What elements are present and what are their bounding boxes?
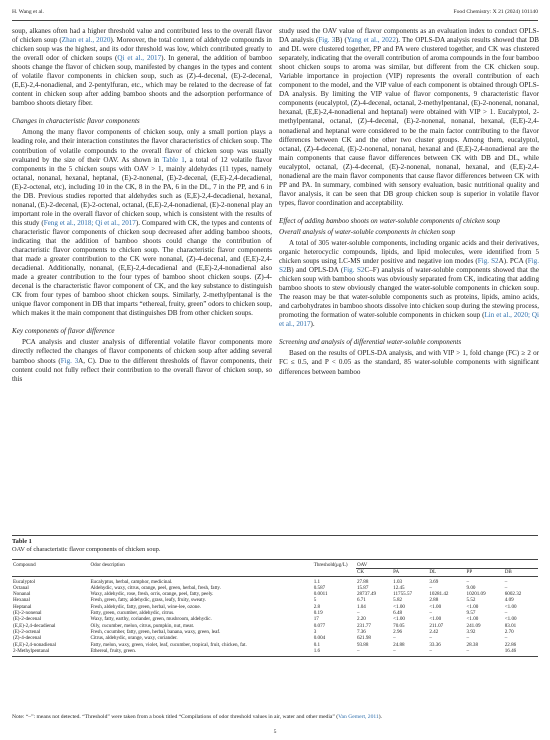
cell-oav-dl: 211.07 [429, 622, 444, 629]
table-row [12, 648, 538, 657]
cell-oav-db: – [504, 584, 508, 591]
table-caption [12, 538, 160, 554]
cell-oav-ck: 28737.49 [356, 591, 377, 598]
section-heading-water-soluble-effect: Effect of adding bamboo shoots on water-soluble components of chicken soup [279, 216, 500, 225]
left-paragraph-2 [12, 128, 272, 318]
cell-odor: Waxy, fatty, earthy, coriander, green, mushroom, aldehydic. [90, 616, 212, 623]
cell-oav-pp: 28.38 [466, 641, 479, 648]
cell-oav-db: – [504, 610, 508, 617]
right-column [279, 27, 539, 377]
citation-link[interactable]: Fig. S2 [343, 266, 365, 275]
citation-link[interactable]: Zhan et al., 2020 [61, 36, 111, 45]
cell-odor: Waxy, aldehydic, rose, fresh, orris, orange, peel, fatty, peely. [90, 591, 214, 598]
cell-oav-dl: 2.88 [429, 597, 439, 604]
paragraph-text: PCA analysis and cluster analysis of differential volatile flavor components more directly reflected the changes of flavor components of chicken soup after adding several bamboo shoots ( [12, 338, 272, 365]
cell-oav-db: 6002.32 [504, 591, 522, 598]
left-paragraph-1 [12, 27, 272, 108]
cell-oav-pp: – [466, 647, 470, 654]
citation-link[interactable]: Yang et al., 2022 [346, 36, 396, 45]
cell-oav-ck: 27.88 [356, 578, 369, 585]
cell-oav-pp: <1.00 [466, 603, 479, 610]
cell-odor: Ethereal, fruity, green. [90, 647, 137, 654]
paragraph-text: soup, alkanes often had a higher threshold value and contributed less to the overall flavor of chicken soup ( [12, 27, 272, 45]
running-header-authors: H. Wang et al. [12, 9, 44, 15]
cell-oav-db: – [504, 578, 508, 585]
cell-oav-ck: – [356, 647, 360, 654]
cell-oav-dl: <1.00 [429, 603, 442, 610]
cell-compound: (E)-2-nonenal [13, 610, 42, 617]
cell-oav-pp: 10201.09 [466, 591, 486, 598]
table-note-end: ). [378, 714, 383, 720]
col-header-threshold: Threshold(μg/L) [313, 560, 356, 577]
paragraph-text: ). In general, the addition of bamboo shoots change the flavor of chicken soup, manifested by changes in the types and content of volatile flavor components in chicken soup, such as (Z)-4-decenal, (E)-2-decenal, (E,E)-2,4-nonadienal, and 2-pentylfuran, etc., which may be related to the decrease of fat content in chicken soup after adding bamboo shoots and the adsorption performance of bamboo shoots dietary fiber. [12, 54, 273, 108]
citation-link[interactable]: Fig. 3 [318, 36, 336, 45]
cell-threshold: 0.19 [313, 610, 323, 617]
paragraph-text: Among the many flavor components of chicken soup, only a small portion plays a leading role, and their interaction constitutes the flavor characteristics of chicken soup. The contribution of volatile compounds to the overall flavor of chicken soup was usually evaluated by the size of their OAV. As shown in [12, 128, 272, 164]
cell-oav-dl: 2.42 [429, 628, 439, 635]
cell-odor: Citrus, aldehydic, orange, waxy, coriander. [90, 635, 178, 642]
running-header-journal: Food Chemistry: X 21 (2024) 101140 [453, 9, 538, 15]
cell-oav-pa: – [393, 635, 396, 642]
paragraph-text: A total of 305 water-soluble components, including organic acids and their derivatives, organic heterocyclic compounds, lipids, and lipid molecules, were identified from 5 chicken soups using LC-MS under positive and negative ion modes ( [279, 238, 539, 266]
cell-oav-pp: <1.00 [466, 616, 479, 623]
page-number: 5 [273, 729, 277, 735]
table-note-text: Note: “–”: means not detected. “Threshold” were taken from a book titled “Compilations of odor threshold values in air, water and other media” ( [12, 714, 339, 720]
citation-link[interactable]: Lin et al., 2020; Qi et al., 2017 [279, 311, 539, 329]
header-rule [12, 20, 538, 21]
paragraph-text: B) and OPLS-DA ( [286, 266, 344, 275]
cell-oav-pp: 9.00 [466, 584, 476, 591]
col-header-pa: PA [392, 569, 428, 576]
paragraph-text: , a total of 12 volatile flavor components in the 5 chicken soups with OAV > 1, mainly aldehydes (11 types, namely octanal, nonanal, hexanal, heptanal, (E)-2-nonenal, (E)-2-decenal, (E,E)-2,4-decadienal, (E)-2-octenal, etc), including 10 in the CK, 8 in the PA, 6 in the DL, 7 in the PP, and 6 in the DB. Previous studies reported that aldehydes such as (E,E)-2,4-decadienal, hexanal, nonanal, (E)-2-decenal, (E)-2-octenal, octanal, (E,E)-2,4-nonadienal, (E)-2-nonenal play an important role in the overall flavor of chicken soup, which is consistent with the results of this study ( [12, 155, 273, 227]
cell-odor: Oily, cucumber, melon, citrus, pumpkin, nut, meat. [90, 622, 195, 629]
cell-oav-ck: 621.98 [356, 635, 371, 642]
cell-oav-db: 22.86 [504, 641, 517, 648]
cell-compound: Hexanal [13, 597, 30, 604]
cell-compound: Nonanal [13, 591, 31, 598]
cell-oav-db: <1.00 [504, 603, 517, 610]
citation-link[interactable]: Fig. S2 [279, 257, 539, 275]
left-paragraph-3 [12, 338, 272, 383]
cell-compound: (E,E)-2,4-nonadienal [13, 641, 56, 648]
cell-compound: 2-Methylpentanal [13, 647, 50, 654]
cell-oav-dl: <1.00 [429, 616, 442, 623]
cell-compound: (E)-2-octenal [13, 628, 41, 635]
col-header-ck: CK [356, 569, 392, 576]
col-header-odor: Odor description [89, 560, 312, 577]
cell-oav-ck: 231.77 [356, 622, 371, 629]
cell-oav-db: – [504, 635, 508, 642]
cell-oav-ck: 1.04 [356, 603, 366, 610]
cell-oav-pa: 11755.57 [393, 591, 413, 598]
cell-oav-pp: 9.57 [466, 610, 476, 617]
cell-threshold: 1.1 [313, 578, 321, 585]
section-heading-characteristic-flavor: Changes in characteristic flavor components [12, 117, 140, 126]
citation-link[interactable]: Table 1 [162, 155, 185, 164]
paragraph-text: Based on the results of OPLS-DA analysis, and with VIP > 1, fold change (FC) ≥ 2 or FC ≤ 0.5, and P < 0.05 as the standard, 85 water-soluble components with significant differences between bamboo [279, 349, 539, 376]
paragraph-text: ). The OPLS-DA analysis results showed that DB and DL were clustered together, PP and PA were clustered together, and CK was clustered separately, indicating that the overall contribution of aroma compounds in the four bamboo shoot chicken soups to aroma was similar, but different from the CK chicken soup. Variable importance in projection (VIP) represents the overall contribution of each component to the model, and the VIP value of each component is obtained through OPLS-DA analysis. By limiting the VIP value of flavor components, 9 characteristic flavor components (eucalyptol, (Z)-4-decenal, octanal, 2-methylpentanal, (E)-2-nonenal, nonanal, hexanal, (E,E)-2,4-nonadienal and heptanal) were obtained with VIP > 1. Eucalyptol, 2-methylpentanal, octanal, (Z)-4-decenal, (E)-2-nonenal, nonanal, hexanal, (E,E)-2,4-nonadienal and heptanal were considered to be the main factor contributing to the flavor differences between CK and the other two cluster groups. Among them, eucalyptol, octanal, (Z)-4-decenal, (E)-2-nonenal, nonanal, hexanal and (E,E)-2,4-nonadienal are the main components that cause flavor differences between CK with DB and DL, while eucalyptol, octanal, (Z)-4-decenal, (E)-2-nonenal, nonanal, hexanal, and (E,E)-2,4-nonadienal are the main flavor components that cause flavor differences between CK with PP and PA. In summary, combined with sensory evaluation, basic nutritional quality and flavor analysis, it can be seen that DB group chicken soup is superior in volatile flavor types, flavor coordination and acceptability. [279, 36, 539, 207]
cell-oav-pp: – [466, 635, 470, 642]
cell-oav-pp: 3.92 [466, 628, 476, 635]
right-paragraph-1 [279, 27, 539, 208]
cell-oav-dl: – [429, 647, 432, 654]
cell-threshold: 2.8 [313, 603, 321, 610]
cell-oav-pa: <1.00 [393, 603, 405, 610]
table-note-reference-link[interactable]: Van Gemert, 2011 [338, 714, 379, 720]
cell-oav-db: <1.00 [504, 616, 517, 623]
table-body [12, 576, 538, 657]
section-heading-screening: Screening and analysis of differential water-soluble components [279, 338, 462, 347]
cell-oav-pp: – [466, 578, 470, 585]
table-top-rule [12, 535, 538, 536]
section-heading-key-components: Key components of flavor difference [12, 327, 115, 336]
cell-odor: Fatty, melon, waxy, green, violet, leaf, cucumber, tropical, fruit, chicken, fat. [90, 641, 247, 648]
cell-threshold: 0.077 [313, 622, 326, 629]
cell-oav-pa: – [393, 647, 396, 654]
cell-threshold: 1.6 [313, 647, 321, 654]
cell-oav-pa: 70.05 [393, 622, 405, 629]
cell-oav-db: 83.01 [504, 622, 517, 629]
paragraph-text: A). PCA ( [498, 257, 528, 266]
col-header-db: DB [504, 569, 538, 576]
col-header-oav: OAV [356, 560, 538, 569]
cell-oav-dl: – [429, 635, 432, 642]
paragraph-text: ). Moreover, the total content of aldehyde compounds in chicken soup was the highest, and its odor threshold was low, which contributed greatly to the overall odor of chicken soups ( [12, 36, 272, 63]
paragraph-text: study used the OAV value of flavor components as an evaluation index to conduct OPLS-DA analysis ( [279, 27, 539, 45]
cell-oav-dl: – [429, 584, 432, 591]
cell-threshold: 0.004 [313, 635, 326, 642]
cell-compound: (Z)-4-decenal [13, 635, 41, 642]
cell-odor: Fresh, aldehydic, fatty, green, herbal, wine-lee, ozone. [90, 603, 201, 610]
cell-oav-dl: 3.69 [429, 578, 439, 585]
cell-oav-pa: 2.96 [393, 628, 403, 635]
cell-oav-ck: 15.87 [356, 584, 369, 591]
right-paragraph-3 [279, 349, 539, 376]
table-row [12, 576, 538, 585]
left-column [12, 27, 272, 384]
cell-oav-pa: 5.82 [393, 597, 403, 604]
cell-odor: Fatty, green, cucumber, aldehydic, citrus. [90, 610, 175, 617]
cell-threshold: 0.1 [313, 641, 321, 648]
cell-oav-pa: 24.88 [393, 641, 405, 648]
cell-threshold: 0.0011 [313, 591, 328, 598]
cell-oav-ck: – [356, 610, 360, 617]
oav-table [12, 559, 538, 657]
cell-oav-pa: 1.03 [393, 578, 403, 585]
col-header-dl: DL [428, 569, 465, 576]
cell-oav-dl: 33.36 [429, 641, 441, 648]
paragraph-text: A, C). Due to the different thresholds of flavor components, their content could not fully reflect their contribution to the overall flavor of chicken soup, so this [12, 356, 273, 383]
section-heading-overall-analysis: Overall analysis of water-soluble components in chicken soup [279, 227, 456, 236]
cell-compound: Eucalyptol [13, 578, 36, 585]
paragraph-text: C–F) analysis of water-soluble components showed that the chicken soup with bamboo shoots was obviously separated from CK, indicating that adding bamboo shoots to stew obviously changed the water-soluble components in chicken soup. The reason may be that water-soluble components such as proteins, lipids, amino acids, and carbohydrates in bamboo shoots dissolve into chicken soup during the stewing process, promoting the formation of water-soluble components in chicken soup ( [279, 266, 539, 320]
table-note [12, 714, 382, 720]
cell-odor: Aldehydic, waxy, citrus, orange, peel, green, herbal, fresh, fatty. [90, 584, 221, 591]
cell-oav-pp: 5.52 [466, 597, 476, 604]
col-header-pp: PP [466, 569, 504, 576]
cell-threshold: 17 [313, 616, 319, 623]
cell-oav-db: 2.70 [504, 628, 514, 635]
cell-oav-dl: 10281.42 [429, 591, 449, 598]
cell-odor: Eucalyptus, herbal, camphor, medicinal. [90, 578, 173, 585]
cell-oav-dl: – [429, 610, 432, 617]
paragraph-text: B) ( [335, 36, 347, 45]
cell-compound: (E)-2-decenal [13, 616, 41, 623]
cell-oav-pp: 241.09 [466, 622, 481, 629]
cell-compound: Octanal [13, 584, 29, 591]
cell-oav-db: 4.09 [504, 597, 514, 604]
cell-oav-db: 16.46 [504, 647, 517, 654]
citation-link[interactable]: Feng et al., 2018; Qi et al., 2017 [43, 218, 136, 227]
paragraph-text: ). Compared with CK, the types and contents of characteristic flavor components of chicken soup decreased after adding bamboo shoots, indicating that the addition of bamboo shoots could change the contribution of characteristic flavor components to chicken soup. The characteristic flavor components that made a greater contribution to the CK were nonanal, (Z)-4-decenal, and (E,E)-2,4-decadienal. Additionally, nonanal, (E,E)-2,4-decadienal and (E,E)-2,4-nonadienal also made a greater contribution to the four types of bamboo shoot chicken soups. (Z)-4-decenal is the characteristic flavor component of CK, and the key substance to distinguish CK from four types of bamboo shoot chicken soups. Similarly, 2-methylpentanal is the unique flavor component in DB that imparts “ethereal, fruity, green” odors to chicken soup, which makes it the main component that distinguishes DB from other chicken soups. [12, 218, 272, 318]
col-header-compound: Compound [12, 560, 89, 577]
cell-compound: (E,E)-2,4-decadienal [13, 622, 56, 629]
table-title: OAV of characteristic flavor components of chicken soup. [12, 546, 161, 553]
cell-oav-pa: 6.48 [393, 610, 403, 617]
paragraph-text: ). [310, 320, 315, 329]
citation-link[interactable]: Qi et al., 2017 [117, 54, 162, 63]
cell-oav-ck: 6.71 [356, 597, 366, 604]
cell-compound: Heptanal [13, 603, 32, 610]
cell-threshold: 3 [313, 628, 317, 635]
cell-oav-pa: 12.45 [393, 584, 405, 591]
right-paragraph-2 [279, 239, 539, 329]
cell-oav-ck: 2.20 [356, 616, 366, 623]
cell-odor: Fresh, green, fatty, aldehydic, grass, leafy, fruity, sweaty. [90, 597, 207, 604]
citation-link[interactable]: Fig. 3 [60, 356, 79, 365]
cell-oav-ck: 93.88 [356, 641, 369, 648]
cell-odor: Fresh, cucumber, fatty, green, herbal, banana, waxy, green, leaf. [90, 628, 221, 635]
cell-oav-ck: 7.36 [356, 628, 366, 635]
cell-threshold: 5 [313, 597, 317, 604]
cell-oav-pa: <1.00 [393, 616, 405, 623]
table-label: Table 1 [12, 538, 32, 545]
cell-threshold: 0.587 [313, 584, 326, 591]
citation-link[interactable]: Fig. S2 [477, 257, 499, 266]
